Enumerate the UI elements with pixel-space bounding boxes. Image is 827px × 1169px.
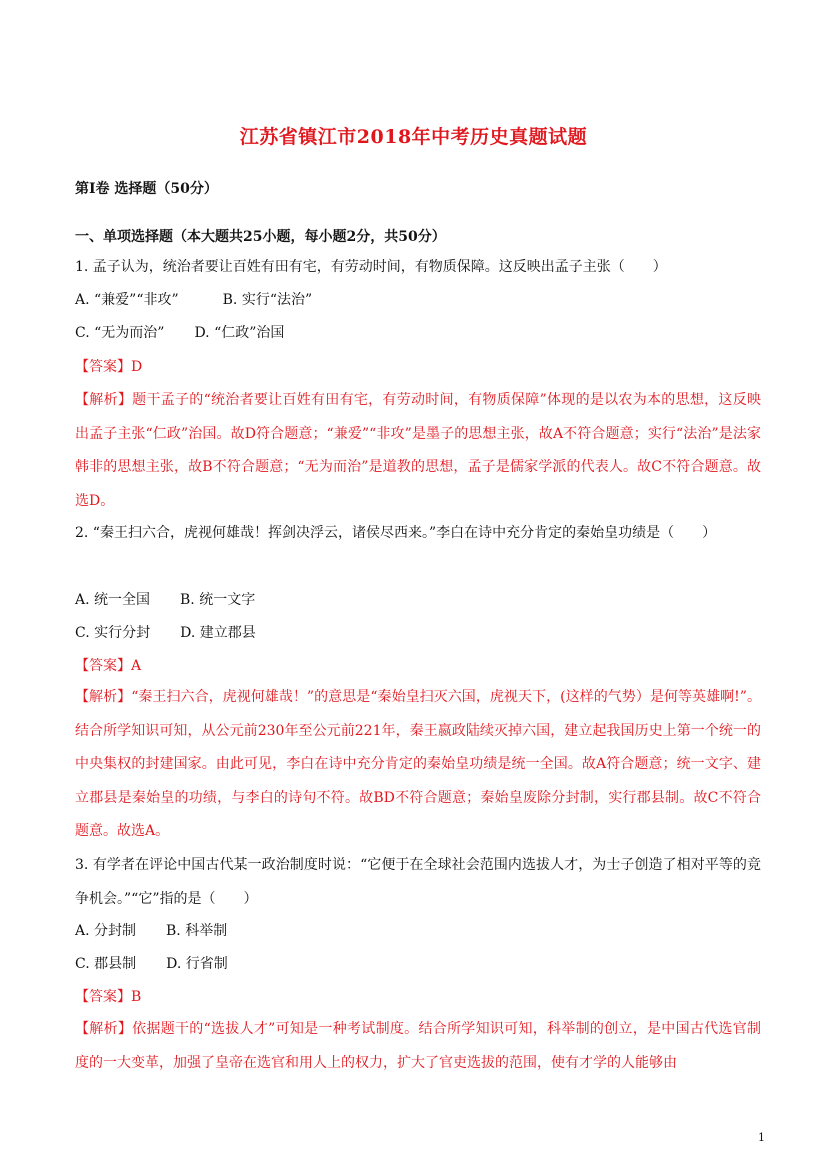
question-2-option-a: A. 统一全国 — [75, 592, 151, 608]
question-2-answer — [75, 656, 765, 676]
question-1-answer — [75, 357, 765, 377]
question-2-option-b: B. 统一文字 — [180, 592, 256, 608]
answer-value: A — [131, 658, 142, 674]
question-1-option-b: B. 实行“法治” — [222, 292, 313, 308]
answer-label: 【答案】 — [75, 658, 131, 674]
question-3-option-d: D. 行省制 — [166, 956, 228, 972]
explanation-label: 【解析】 — [75, 1021, 133, 1037]
question-2-option-c: C. 实行分封 — [75, 625, 151, 641]
question-1-options-row-1 — [75, 290, 765, 310]
document-title: 江苏省镇江市2018年中考历史真题试题 — [239, 126, 588, 148]
answer-value: B — [131, 989, 142, 1005]
question-3-stem: 3. 有学者在评论中国古代某一政治制度时说：“它便于在全球社会范围内选拔人才，为士子创造了相对平等的竞争机会。”“它”指的是（ ） — [75, 857, 761, 907]
explanation-label: 【解析】 — [75, 392, 133, 408]
answer-value: D — [131, 359, 143, 375]
page-number: 1 — [758, 1131, 765, 1144]
section-heading: 一、单项选择题（本大题共25小题，每小题2分，共50分） — [75, 229, 446, 245]
explanation-text: 题干孟子的“统治者要让百姓有田有宅，有劳动时间，有物质保障”体现的是以农为本的思想，这反映出孟子主张“仁政”治国。故D符合题意；“兼爱”“非攻”是墨子的思想主张，故A不符合题意；实行“法治”是法家韩非的思想主张，故B不符合题意；“无为而治”是道教的思想，孟子是儒家学派的代表人。故C不符合题意。故选D。 — [75, 392, 761, 509]
question-3-explanation — [75, 1013, 761, 1080]
answer-label: 【答案】 — [75, 359, 131, 375]
part-heading: 第Ⅰ卷 选择题（50分） — [75, 181, 218, 197]
question-1-option-c: C. “无为而治” — [75, 325, 165, 341]
question-3-option-b: B. 科举制 — [166, 923, 228, 939]
question-1-options-row-2 — [75, 323, 765, 343]
question-2-explanation — [75, 681, 761, 849]
question-1-stem: 1. 孟子认为，统治者要让百姓有田有宅，有劳动时间，有物质保障。这反映出孟子主张（ ） — [75, 259, 667, 275]
explanation-label: 【解析】 — [75, 689, 132, 705]
question-1-explanation — [75, 384, 761, 518]
question-3-option-a: A. 分封制 — [75, 923, 137, 939]
question-3-options-row-2 — [75, 954, 765, 974]
question-2-options-row-1 — [75, 590, 765, 610]
explanation-text: 依据题干的“选拔人才”可知是一种考试制度。结合所学知识可知，科举制的创立，是中国古代选官制度的一大变革，加强了皇帝在选官和用人上的权力，扩大了官吏选拔的范围，使有才学的人能够由 — [75, 1021, 761, 1071]
question-3-option-c: C. 郡县制 — [75, 956, 137, 972]
question-1-option-a: A. “兼爱”“非攻” — [75, 292, 179, 308]
question-3-answer — [75, 987, 765, 1007]
explanation-text: “秦王扫六合，虎视何雄哉！”的意思是“秦始皇扫灭六国，虎视天下，(这样的气势）是何等英雄啊!”。结合所学知识可知，从公元前230年至公元前221年，秦王嬴政陆续灭掉六国，建立起我国历史上第一个统一的中央集权的封建国家。由此可见，李白在诗中充分肯定的秦始皇功绩是统一全国。故A符合题意；统一文字、建立郡县是秦始皇的功绩，与李白的诗句不符。故BD不符合题意；秦始皇废除分封制，实行郡县制。故C不符合题意。故选A。 — [75, 689, 762, 839]
answer-label: 【答案】 — [75, 989, 131, 1005]
question-2-stem: 2. “秦王扫六合，虎视何雄哉！挥剑决浮云，诸侯尽西来。”李白在诗中充分肯定的秦始皇功绩是（ ） — [75, 525, 717, 541]
question-2-options-row-2 — [75, 623, 765, 643]
question-2-option-d: D. 建立郡县 — [180, 625, 256, 641]
question-1-option-d: D. “仁政”治国 — [194, 325, 285, 341]
question-3-options-row-1 — [75, 921, 765, 941]
